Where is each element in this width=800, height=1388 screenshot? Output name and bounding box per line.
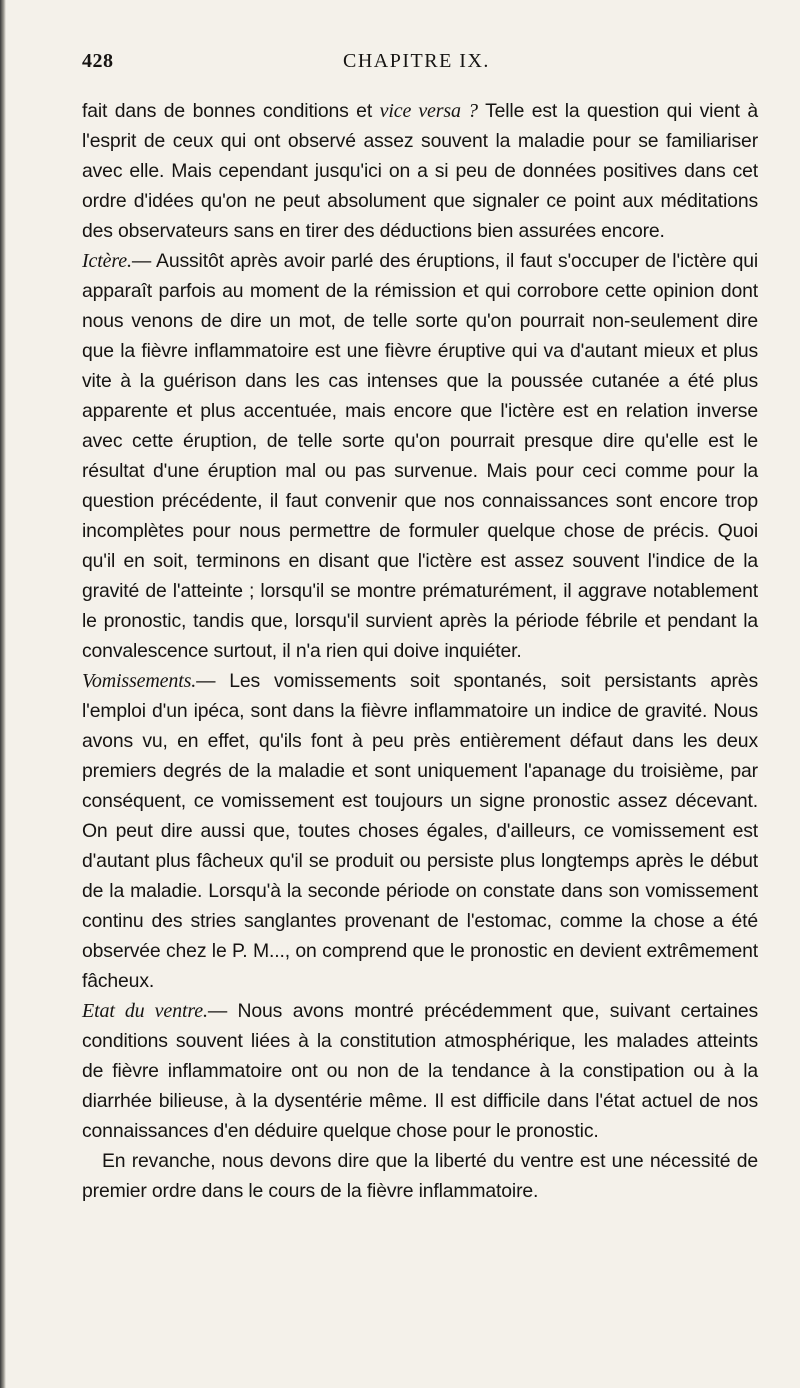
paragraph-vomissements-text: — Les vomissements soit spontanés, soit persistants après l'emploi d'un ipéca, sont dans la fièvre inflammatoire un indice de gravité. Nous avons vu, en effet, qu'ils font à peu près entièrement défaut dans les deux premiers degrés de la maladie et sont uniquement l'apanage du troisième, par conséquent, ce vomissement est toujours un signe pronostic assez décevant. On peut dire aussi que, toutes choses égales, d'ailleurs, ce vomissement est d'autant plus fâcheux qu'il se produit ou persiste plus longtemps après le début de la maladie. Lorsqu'à la seconde période on constate dans son vomissement continu des stries sanglantes provenant de l'estomac, comme la chose a été observée chez le P. M..., on comprend que le pronostic en devient extrêmement fâcheux. <box>82 670 758 992</box>
section-heading-ictere: Ictère. <box>82 250 132 272</box>
paragraph-en-revanche-text: En revanche, nous devons dire que la liberté du ventre est une nécessité de premier ordre dans le cours de la fièvre inflammatoire. <box>82 1150 758 1202</box>
section-heading-etat-du-ventre: Etat du ventre. <box>82 1000 208 1022</box>
body-text <box>82 96 758 1206</box>
paragraph-etat-du-ventre <box>82 996 758 1146</box>
section-heading-vomissements: Vomissements. <box>82 670 197 692</box>
paragraph-ictere <box>82 246 758 666</box>
page-number: 428 <box>82 50 114 72</box>
paragraph-vomissements <box>82 666 758 996</box>
paragraph-etat-du-ventre-text: — Nous avons montré précédemment que, suivant certaines conditions souvent liées à la constitution atmosphérique, les malades atteints de fièvre inflammatoire ont ou non de la tendance à la constipation ou à la diarrhée bilieuse, à la dysentérie même. Il est difficile dans l'état actuel de nos connaissances d'en déduire quelque chose pour le pronostic. <box>82 1000 759 1142</box>
p1-italic: vice versa ? <box>379 100 478 122</box>
page-edge-shadow <box>0 0 6 1388</box>
page-header <box>82 50 714 80</box>
p1-before: fait dans de bonnes conditions et <box>82 100 380 122</box>
paragraph-en-revanche <box>82 1146 758 1206</box>
p1-after: Telle est la question qui vient à l'esprit de ceux qui ont observé assez souvent la maladie pour se familiariser avec elle. Mais cependant jusqu'ici on a si peu de données positives dans cet ordre d'idées qu'on ne peut absolument que signaler ce point aux méditations des observateurs sans en tirer des déductions bien assurées encore. <box>82 100 759 242</box>
paragraph-ictere-text: — Aussitôt après avoir parlé des éruptions, il faut s'occuper de l'ictère qui apparaît parfois au moment de la rémission et qui corrobore cette opinion dont nous venons de dire un mot, de telle sorte qu'on pourrait non-seulement dire que la fièvre inflammatoire est une fièvre éruptive qui va d'autant mieux et plus vite à la guérison dans les cas intenses que la poussée cutanée a été plus apparente et plus accentuée, mais encore que l'ictère est en relation inverse avec cette éruption, de telle sorte qu'on pourrait presque dire qu'elle est le résultat d'une éruption mal ou pas survenue. Mais pour ceci comme pour la question précédente, il faut convenir que nos connaissances sont encore trop incomplètes pour nous permettre de formuler quelque chose de précis. Quoi qu'il en soit, terminons en disant que l'ictère est assez souvent l'indice de la gravité de l'atteinte ; lorsqu'il se montre prématurément, il aggrave notablement le pronostic, tandis que, lorsqu'il survient après la période fébrile et pendant la convalescence surtout, il n'a rien qui doive inquiéter. <box>82 250 758 662</box>
paragraph-intro <box>82 96 758 246</box>
running-head: CHAPITRE IX. <box>343 50 490 72</box>
